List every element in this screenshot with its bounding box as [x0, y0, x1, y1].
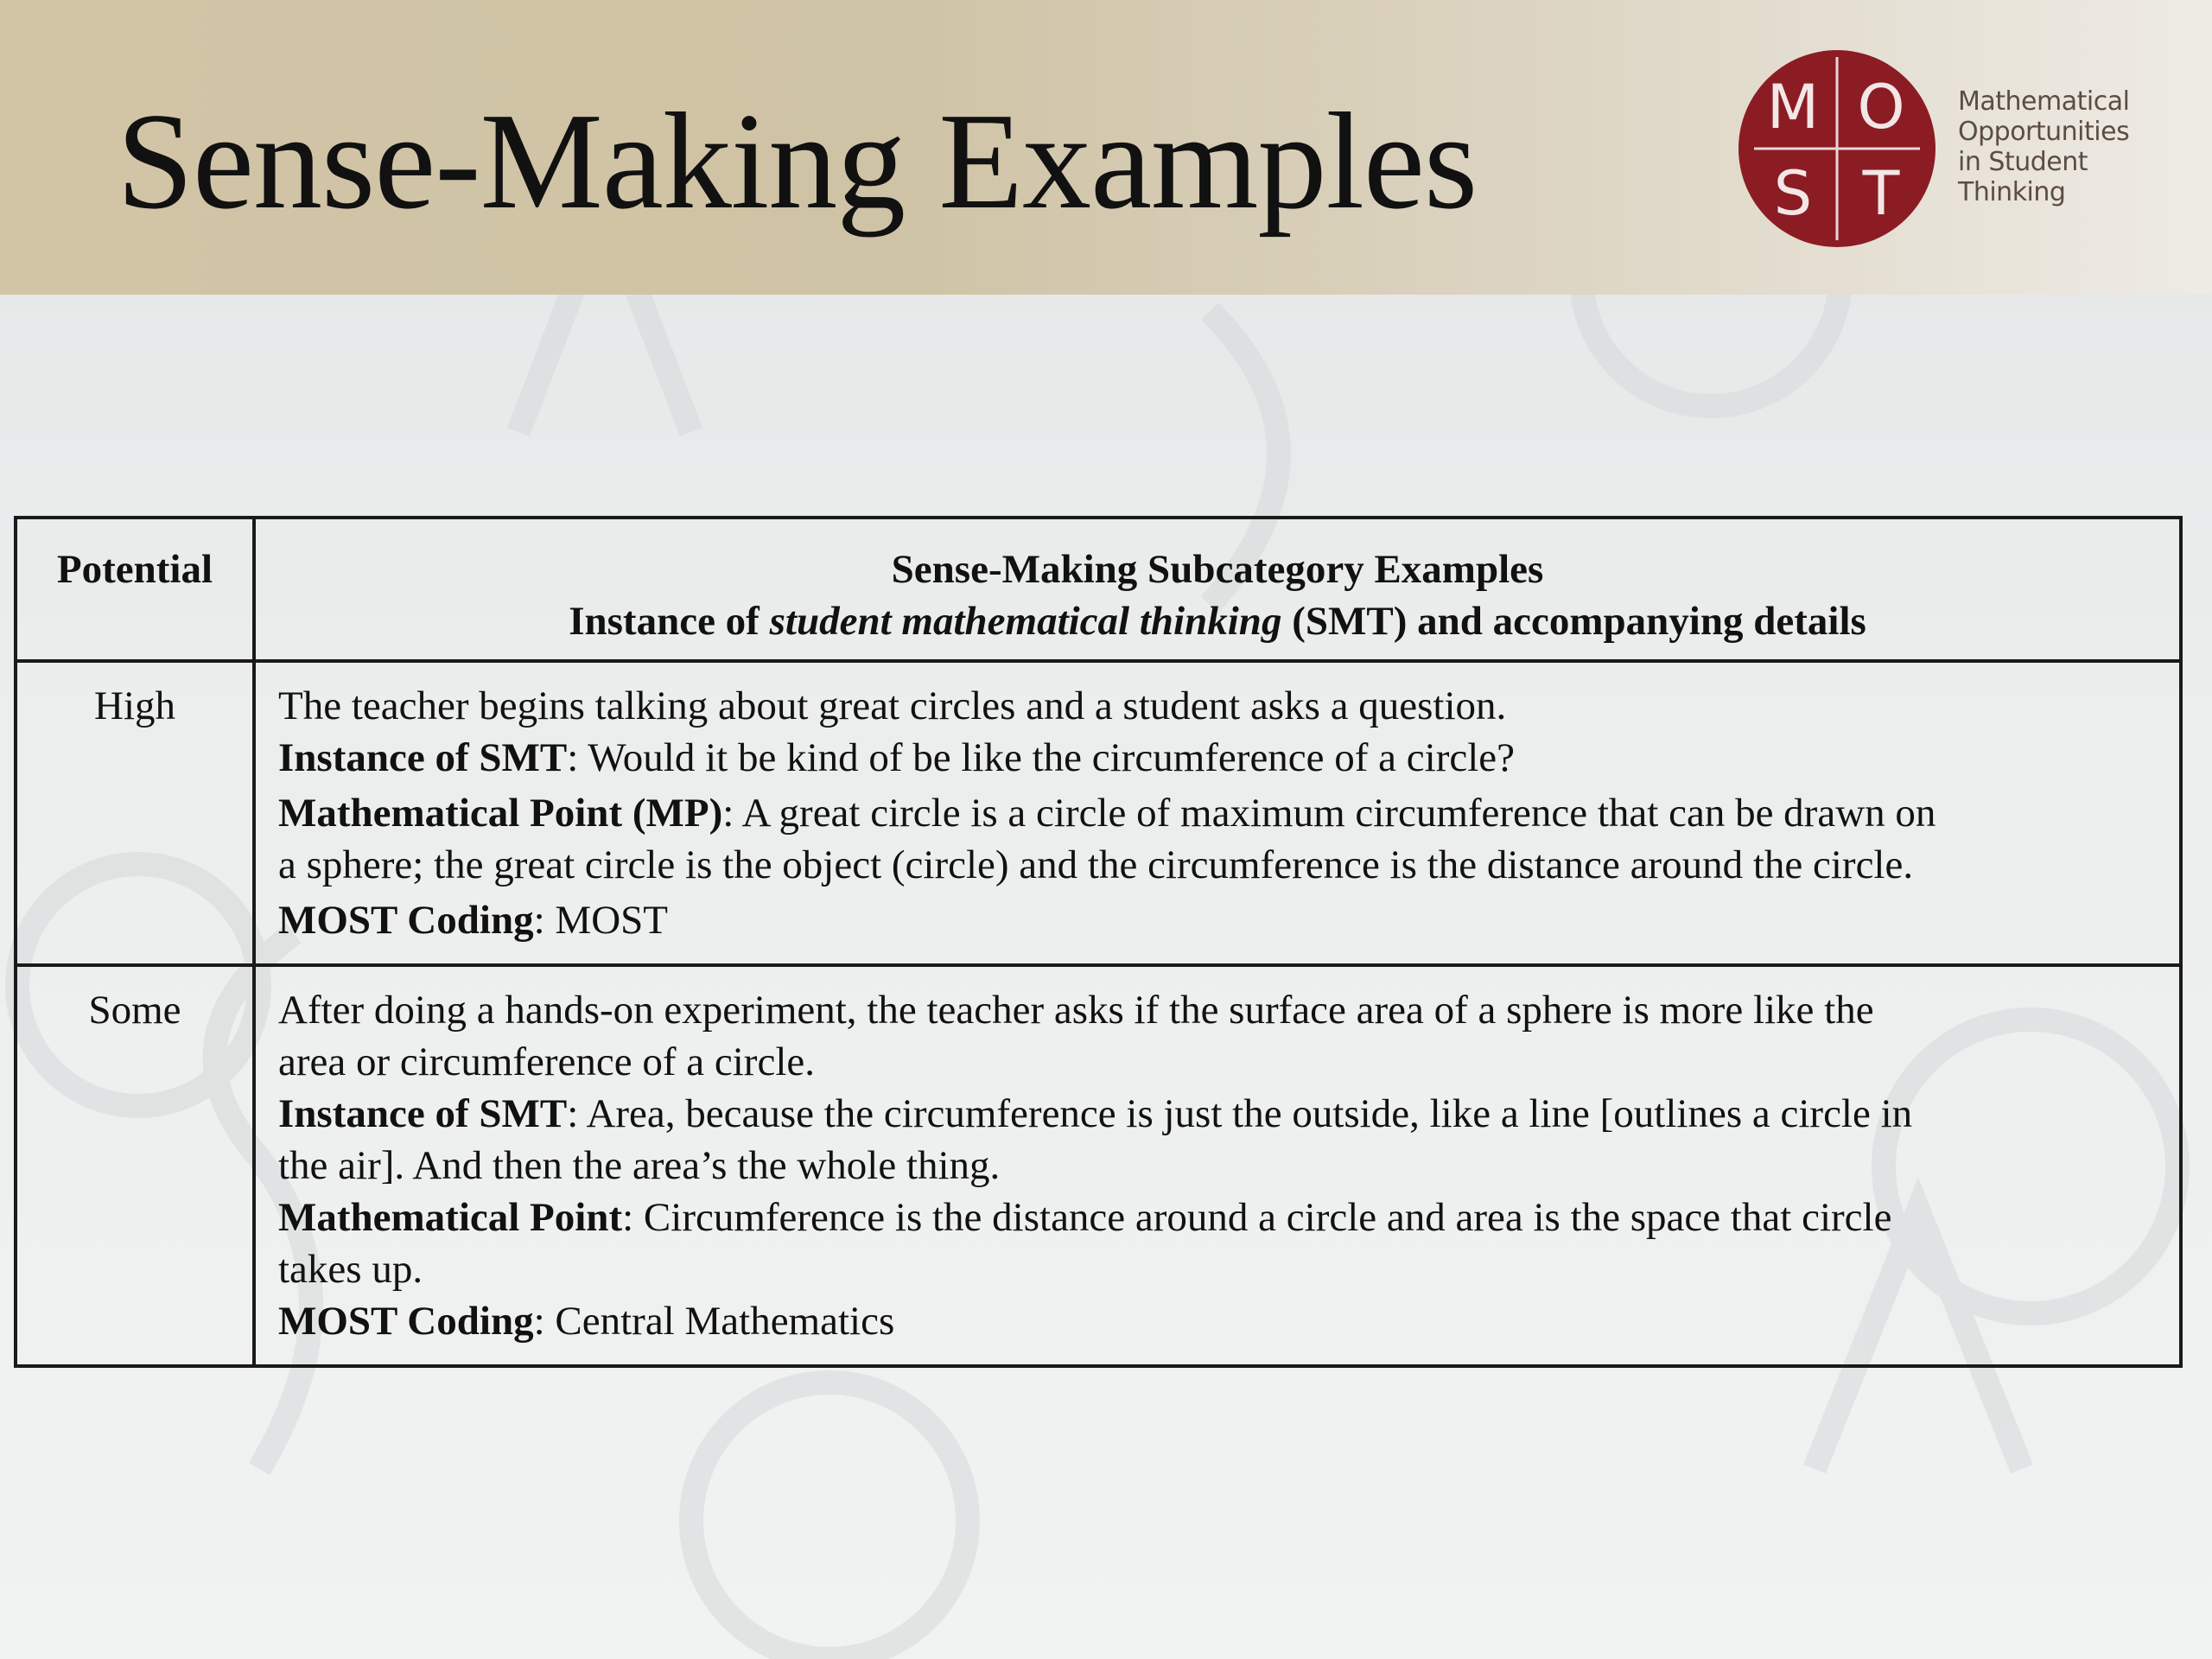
detail-cell: [254, 965, 2181, 1366]
coding-label: MOST Coding: [278, 898, 534, 943]
smt-line: [278, 1088, 2171, 1140]
mp-label: Mathematical Point (MP): [278, 791, 723, 836]
table-row: [16, 965, 2181, 1366]
mp-line-continued: a sphere; the great circle is the object (circle) and the circumference is the distance around the circle.: [278, 842, 1914, 887]
slide-title: Sense-Making Examples: [117, 84, 1478, 238]
logo-line: Opportunities: [1958, 117, 2130, 147]
subtitle-pre: Instance of: [569, 599, 770, 644]
subtitle-italic: student mathematical thinking: [769, 599, 1282, 644]
logo-letter-t: T: [1862, 158, 1900, 229]
smt-text: : Would it be kind of be like the circumference of a circle?: [567, 735, 1516, 780]
logo-letter-m: M: [1766, 72, 1820, 143]
examples-table: [14, 516, 2183, 1368]
mp-line: [278, 787, 2171, 839]
smt-label: Instance of SMT: [278, 1091, 568, 1136]
header-banner: [0, 0, 2212, 295]
detail-cell: [254, 661, 2181, 965]
smt-label: Instance of SMT: [278, 735, 568, 780]
potential-cell: Some: [16, 965, 254, 1366]
coding-value: : Central Mathematics: [533, 1299, 895, 1344]
smt-line-continued: the air]. And then the area’s the whole thing.: [278, 1143, 1001, 1188]
logo-line: in Student: [1958, 147, 2088, 177]
coding-line: [278, 1295, 2171, 1347]
mp-text: : A great circle is a circle of maximum circumference that can be drawn on: [722, 791, 1936, 836]
context-line: The teacher begins talking about great circles and a student asks a question.: [278, 683, 1507, 728]
examples-column-header: [254, 518, 2181, 661]
coding-value: : MOST: [533, 898, 668, 943]
potential-cell: High: [16, 661, 254, 965]
most-logo: [1737, 48, 1937, 249]
coding-label: MOST Coding: [278, 1299, 534, 1344]
logo-line: Mathematical: [1958, 86, 2130, 117]
mp-text: : Circumference is the distance around a circle and area is the space that circle: [622, 1195, 1892, 1240]
logo-letter-s: S: [1773, 158, 1813, 229]
mp-label: Mathematical Point: [278, 1195, 623, 1240]
smt-line: [278, 732, 2171, 784]
logo-line: Thinking: [1958, 177, 2066, 207]
logo-wordmark: [1958, 86, 2183, 207]
coding-line: [278, 894, 2171, 946]
context-line: After doing a hands-on experiment, the teacher asks if the surface area of a sphere is more like the: [278, 988, 1874, 1033]
table-header-row: [16, 518, 2181, 661]
smt-text: : Area, because the circumference is just the outside, like a line [outlines a circle in: [567, 1091, 1913, 1136]
context-line-continued: area or circumference of a circle.: [278, 1039, 815, 1084]
subtitle-post: (SMT) and accompanying details: [1281, 599, 1866, 644]
potential-column-header: Potential: [16, 518, 254, 661]
examples-header-title: Sense-Making Subcategory Examples: [891, 547, 1544, 592]
logo-letter-o: O: [1857, 72, 1905, 143]
examples-header-subtitle: [270, 595, 2165, 647]
mp-line-continued: takes up.: [278, 1247, 423, 1292]
mp-line: [278, 1192, 2171, 1243]
table-row: [16, 661, 2181, 965]
